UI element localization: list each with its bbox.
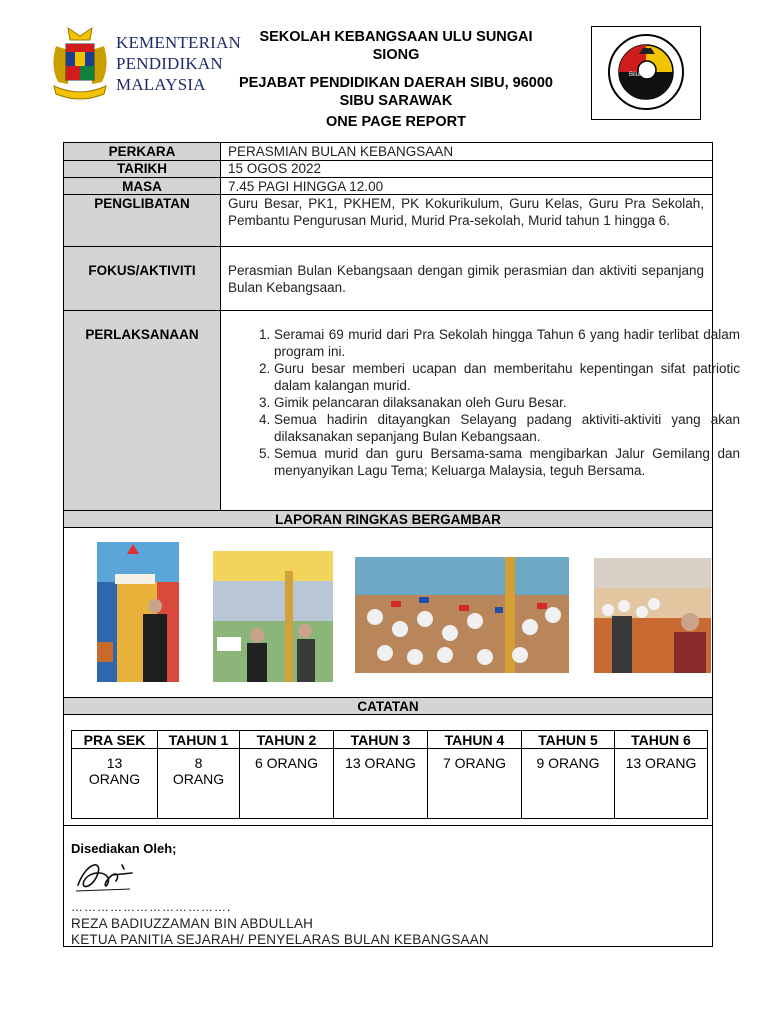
table-row: [72, 749, 708, 819]
perlaksanaan-list: [239, 326, 740, 479]
event-photo-1: [97, 542, 179, 682]
report-frame: [63, 142, 740, 947]
event-photo-4: [594, 558, 711, 673]
school-logo: [591, 26, 701, 120]
ministry-line-1: KEMENTERIAN: [116, 33, 241, 52]
office-line-1: PEJABAT PENDIDIKAN DAERAH SIBU, 96000: [239, 75, 553, 91]
count-tahun-1: 8 ORANG: [158, 749, 240, 819]
tarikh-value: 15 OGOS 2022: [228, 161, 322, 176]
table-header-row: [72, 731, 708, 749]
event-photo-3: [355, 557, 569, 673]
student-count-table: [71, 730, 708, 819]
count-tahun-2: 6 ORANG: [240, 749, 334, 819]
school-header: [224, 28, 568, 131]
col-tahun-1: TAHUN 1: [158, 731, 240, 749]
masa-label: MASA: [122, 179, 162, 194]
penglibatan-value: Guru Besar, PK1, PKHEM, PK Kokurikulum, Guru Kelas, Guru Pra Sekolah, Pembantu Pengurusan Murid, Murid Pra-sekolah, Murid tahun 1 hingga 6.: [228, 196, 704, 228]
col-tahun-3: TAHUN 3: [334, 731, 428, 749]
perlaksanaan-label: PERLAKSANAAN: [85, 327, 199, 342]
col-pra-sek: PRA SEK: [72, 731, 158, 749]
count-tahun-5: 9 ORANG: [522, 749, 615, 819]
event-photo-2: [213, 551, 333, 682]
photos-section-title: LAPORAN RINGKAS BERGAMBAR: [275, 512, 501, 527]
ministry-line-2: PENDIDIKAN: [116, 54, 223, 73]
signatory-position: KETUA PANITIA SEJARAH/ PENYELARAS BULAN KEBANGSAAN: [71, 932, 489, 947]
col-tahun-4: TAHUN 4: [428, 731, 522, 749]
signature-line: ……………………………….: [71, 900, 232, 914]
col-tahun-2: TAHUN 2: [240, 731, 334, 749]
count-tahun-6: 13 ORANG: [615, 749, 708, 819]
list-item: 4. Semua hadirin ditayangkan Selayang padang aktiviti-aktiviti yang akan dilaksanakan sepanjang Bulan Kebangsaan.: [274, 411, 740, 445]
count-tahun-3: 13 ORANG: [334, 749, 428, 819]
school-badge-icon: [607, 32, 685, 112]
fokus-label: FOKUS/AKTIVITI: [88, 263, 196, 278]
penglibatan-label: PENGLIBATAN: [94, 196, 190, 211]
ministry-line-3: MALAYSIA: [116, 75, 206, 94]
school-name-line-2: SIONG: [372, 47, 420, 63]
catatan-title: CATATAN: [357, 699, 419, 714]
signature-image: [72, 855, 136, 897]
col-tahun-6: TAHUN 6: [615, 731, 708, 749]
ministry-name: [116, 32, 241, 95]
perkara-value: PERASMIAN BULAN KEBANGSAAN: [228, 144, 454, 159]
list-item: 5. Semua murid dan guru Bersama-sama mengibarkan Jalur Gemilang dan menyanyikan Lagu Tema; Keluarga Malaysia, teguh Bersama.: [274, 445, 740, 479]
report-title: ONE PAGE REPORT: [326, 114, 466, 130]
fokus-value: Perasmian Bulan Kebangsaan dengan gimik perasmian dan aktiviti sepanjang Bulan Kebangsaan.: [228, 263, 704, 295]
malaysia-crest-icon: [46, 26, 114, 102]
office-line-2: SIBU SARAWAK: [339, 93, 453, 109]
list-item: 3. Gimik pelancaran dilaksanakan oleh Guru Besar.: [274, 394, 740, 411]
prepared-by-label: Disediakan Oleh;: [71, 841, 177, 856]
count-pra-sek: 13 ORANG: [72, 749, 158, 819]
signatory: [71, 916, 489, 948]
svg-text:Bilut: Bilut: [629, 72, 641, 78]
tarikh-label: TARIKH: [117, 161, 167, 176]
count-tahun-4: 7 ORANG: [428, 749, 522, 819]
signatory-name: REZA BADIUZZAMAN BIN ABDULLAH: [71, 916, 314, 931]
list-item: 1. Seramai 69 murid dari Pra Sekolah hingga Tahun 6 yang hadir terlibat dalam program ini.: [274, 326, 740, 360]
list-item: 2. Guru besar memberi ucapan dan memberitahu kepentingan sifat patriotic dalam kalangan murid.: [274, 360, 740, 394]
ministry-logo: [46, 26, 241, 104]
perkara-label: PERKARA: [108, 144, 176, 159]
col-tahun-5: TAHUN 5: [522, 731, 615, 749]
school-name-line-1: SEKOLAH KEBANGSAAN ULU SUNGAI: [259, 29, 533, 45]
masa-value: 7.45 PAGI HINGGA 12.00: [228, 179, 384, 194]
